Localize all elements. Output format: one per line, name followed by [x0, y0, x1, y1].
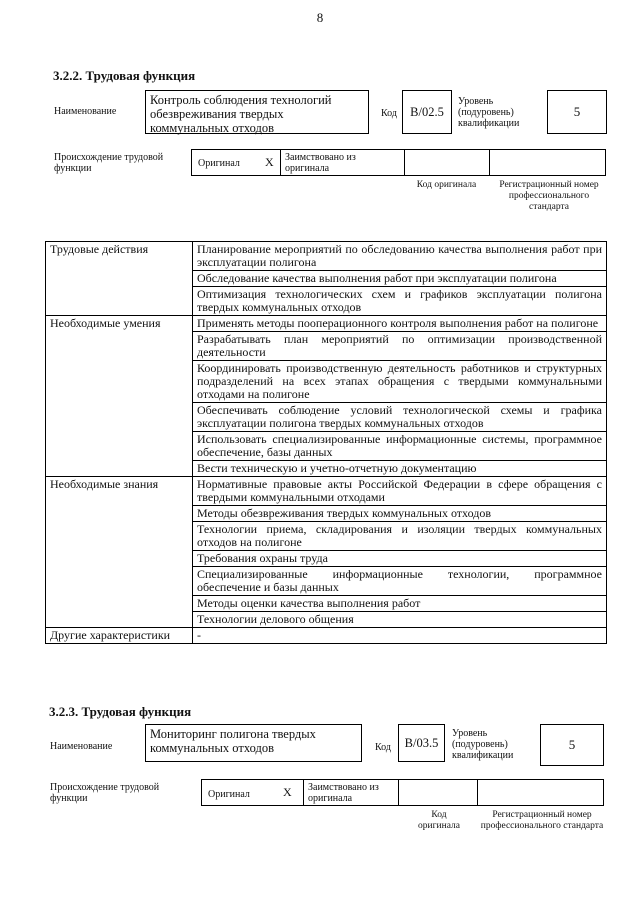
function-name-box: Мониторинг полигона твердых коммунальных отходов — [145, 724, 362, 762]
table-item: - — [193, 628, 607, 644]
function-details-table — [45, 241, 607, 644]
section-title-3-2-3: 3.2.3. Трудовая функция — [49, 704, 192, 719]
code-original-caption: Код оригинала — [416, 180, 477, 190]
table-item: Применять методы пооперационного контроля выполнения работ на полигоне — [193, 316, 607, 332]
table-item: Разрабатывать план мероприятий по оптимизации производственной деятельности — [193, 332, 607, 361]
table-item: Нормативные правовые акты Российской Федерации в сфере обращения с твердыми коммунальными отходами — [193, 477, 607, 506]
code-original-caption: Код оригинала — [418, 810, 460, 831]
table-item: Методы оценки качества выполнения работ — [193, 596, 607, 612]
code-label: Код — [381, 108, 397, 119]
table-item: Специализированные информационные технологии, программное обеспечение и базы данных — [193, 567, 607, 596]
table-row — [46, 628, 607, 644]
borrowed-label: Заимствовано из оригинала — [285, 152, 356, 174]
code-value-box: B/03.5 — [398, 724, 445, 762]
level-value-box: 5 — [547, 90, 607, 134]
code-value-box: B/02.5 — [402, 90, 452, 134]
category-cell: Трудовые действия — [46, 242, 193, 316]
level-value-box: 5 — [540, 724, 604, 766]
name-label: Наименование — [50, 741, 113, 752]
reg-number-caption: Регистрационный номер профессионального стандарта — [499, 180, 599, 212]
reg-number-caption: Регистрационный номер профессионального стандарта — [480, 810, 604, 831]
category-cell: Другие характеристики — [46, 628, 193, 644]
original-label: Оригинал — [198, 158, 240, 169]
table-row — [46, 316, 607, 332]
table-item: Использовать специализированные информационные системы, программное обеспечение, базы данных — [193, 432, 607, 461]
origin-label: Происхождение трудовой функции — [50, 782, 160, 804]
section-title-3-2-2: 3.2.2. Трудовая функция — [53, 68, 196, 83]
table-item: Обследование качества выполнения работ при эксплуатации полигона — [193, 271, 607, 287]
name-label: Наименование — [54, 106, 117, 117]
table-item: Методы обезвреживания твердых коммунальных отходов — [193, 506, 607, 522]
table-item: Обеспечивать соблюдение условий технологической схемы и графика эксплуатации полигона твердых коммунальных отходов — [193, 403, 607, 432]
table-row — [46, 477, 607, 506]
table-item: Оптимизация технологических схем и графиков эксплуатации полигона твердых коммунальных отходов — [193, 287, 607, 316]
page-number: 8 — [316, 10, 324, 25]
original-mark: X — [265, 155, 274, 169]
table-item: Требования охраны труда — [193, 551, 607, 567]
borrowed-label: Заимствовано из оригинала — [308, 782, 379, 804]
table-item: Технологии приема, складирования и изоляции твердых коммунальных отходов на полигоне — [193, 522, 607, 551]
level-label: Уровень (подуровень) квалификации — [458, 96, 520, 129]
table-item: Технологии делового общения — [193, 612, 607, 628]
level-label: Уровень (подуровень) квалификации — [452, 728, 514, 761]
function-name-box: Контроль соблюдения технологий обезвреживания твердых коммунальных отходов — [145, 90, 369, 134]
original-mark: X — [283, 785, 292, 799]
category-cell: Необходимые знания — [46, 477, 193, 628]
category-cell: Необходимые умения — [46, 316, 193, 477]
table-row — [46, 242, 607, 271]
table-item: Вести техническую и учетно-отчетную документацию — [193, 461, 607, 477]
table-item: Планирование мероприятий по обследованию качества выполнения работ при эксплуатации полигона — [193, 242, 607, 271]
code-label: Код — [375, 742, 391, 753]
origin-box — [201, 779, 604, 806]
original-label: Оригинал — [208, 789, 250, 800]
table-item: Координировать производственную деятельность работников и структурных подразделений на всех этапах обращения с твердыми коммунальными отходами на полигоне — [193, 361, 607, 403]
origin-label: Происхождение трудовой функции — [54, 152, 164, 174]
